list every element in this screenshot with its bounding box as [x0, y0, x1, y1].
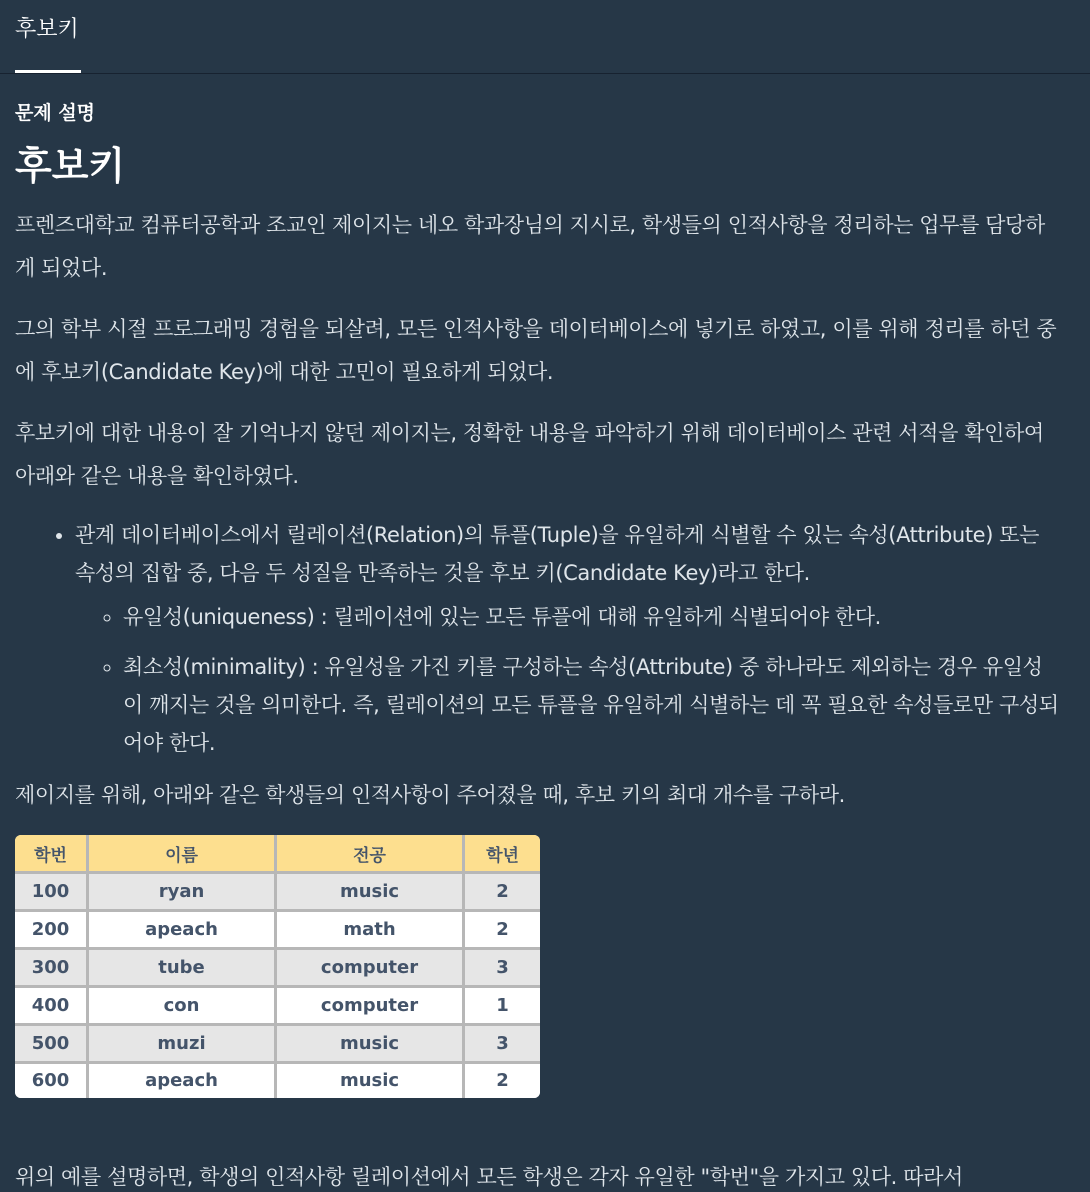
table-row [15, 986, 540, 1024]
paragraph-partial: 위의 예를 설명하면, 학생의 인적사항 릴레이션에서 모든 학생은 각자 유일한 "학번"을 가지고 있다. 따라서 [15, 1165, 963, 1189]
table-cell: music [276, 1024, 464, 1062]
table-cell: 200 [15, 910, 88, 948]
tab-problem[interactable]: 후보키 [15, 0, 81, 73]
table-cell: ryan [88, 873, 276, 911]
table-cell: 400 [15, 986, 88, 1024]
table-cell: 500 [15, 1024, 88, 1062]
list-item [75, 516, 1060, 762]
table-cell: math [276, 910, 464, 948]
paragraph: 그의 학부 시절 프로그래밍 경험을 되살려, 모든 인적사항을 데이터베이스에 넣기로 하였고, 이를 위해 정리를 하던 중에 후보키(Candidate Key)에 대한 고민이 필요하게 되었다. [15, 317, 1057, 384]
table-header-row [15, 835, 540, 873]
problem-description [15, 96, 1060, 1098]
student-table-image [15, 835, 540, 1098]
table-cell: 3 [464, 948, 541, 986]
student-table [15, 835, 540, 1098]
table-cell: music [276, 873, 464, 911]
table-cell: 600 [15, 1062, 88, 1098]
table-cell: 100 [15, 873, 88, 911]
task-paragraph: 제이지를 위해, 아래와 같은 학생들의 인적사항이 주어졌을 때, 후보 키의 최대 개수를 구하라. [15, 783, 845, 807]
table-cell: apeach [88, 910, 276, 948]
column-header: 이름 [88, 835, 276, 873]
table-cell: 2 [464, 910, 541, 948]
property-list [75, 598, 1060, 762]
table-cell: music [276, 1062, 464, 1098]
table-cell: muzi [88, 1024, 276, 1062]
table-cell: con [88, 986, 276, 1024]
table-cell: 2 [464, 873, 541, 911]
table-cell: tube [88, 948, 276, 986]
table-row [15, 948, 540, 986]
table-cell: apeach [88, 1062, 276, 1098]
column-header: 전공 [276, 835, 464, 873]
list-item: ◦ 최소성(minimality) : 유일성을 가진 키를 구성하는 속성(Attribute) 중 하나라도 제외하는 경우 유일성이 깨지는 것을 의미한다. 즉, 릴레이션의 모든 튜플을 유일하게 식별하는 데 꼭 필요한 속성들로만 구성되어야 한다. [123, 648, 1060, 762]
column-header: 학번 [15, 835, 88, 873]
problem-heading: 후보키 [15, 144, 126, 188]
table-row [15, 1024, 540, 1062]
table-row [15, 1062, 540, 1098]
definition-text: 관계 데이터베이스에서 릴레이션(Relation)의 튜플(Tuple)을 유일하게 식별할 수 있는 속성(Attribute) 또는 속성의 집합 중, 다음 두 성질을 만족하는 것을 후보 키(Candidate Key)라고 한다. [75, 523, 1040, 585]
table-row [15, 910, 540, 948]
definition-list [15, 516, 1060, 762]
paragraph: 프렌즈대학교 컴퓨터공학과 조교인 제이지는 네오 학과장님의 지시로, 학생들의 인적사항을 정리하는 업무를 담당하게 되었다. [15, 213, 1045, 280]
table-cell: 1 [464, 986, 541, 1024]
table-cell: computer [276, 948, 464, 986]
list-item: ◦ 유일성(uniqueness) : 릴레이션에 있는 모든 튜플에 대해 유일하게 식별되어야 한다. [123, 598, 1060, 636]
table-cell: computer [276, 986, 464, 1024]
tab-bar [0, 0, 1090, 74]
table-cell: 300 [15, 948, 88, 986]
column-header: 학년 [464, 835, 541, 873]
table-cell: 3 [464, 1024, 541, 1062]
paragraph: 후보키에 대한 내용이 잘 기억나지 않던 제이지는, 정확한 내용을 파악하기 위해 데이터베이스 관련 서적을 확인하여 아래와 같은 내용을 확인하였다. [15, 421, 1044, 488]
table-row [15, 873, 540, 911]
section-title: 문제 설명 [15, 102, 96, 124]
table-cell: 2 [464, 1062, 541, 1098]
